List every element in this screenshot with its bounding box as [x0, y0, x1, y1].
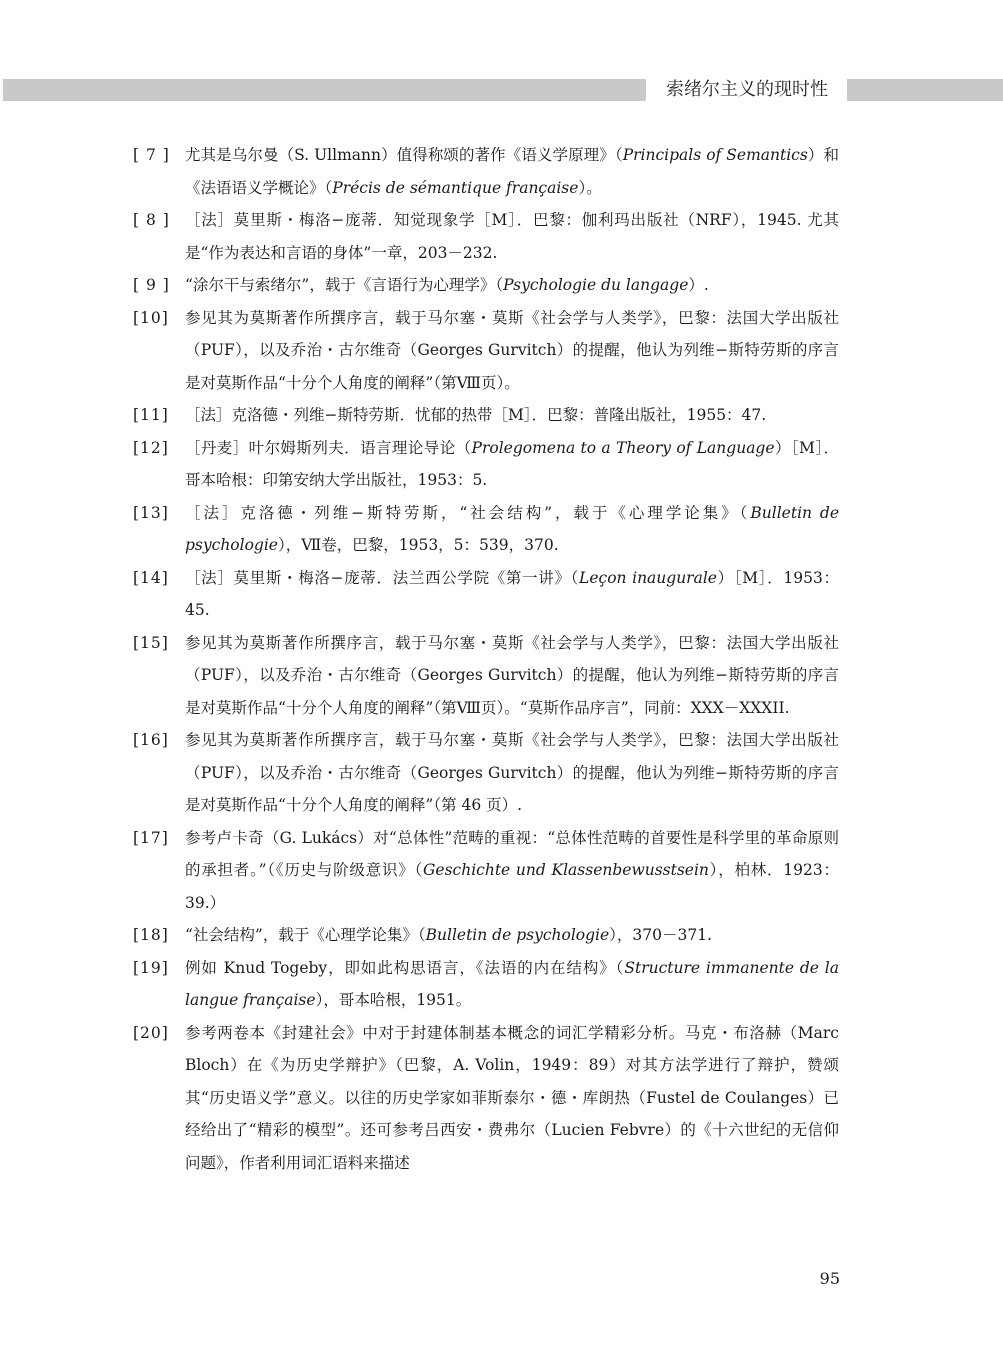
endnote-text-segment: 参见其为莫斯著作所撰序言，载于马尔塞・莫斯《社会学与人类学》，巴黎：法国大学出版社（PUF），以及乔治・古尔维奇（Georges Gurvitch）的提醒，他认为列维−斯特劳斯的序言是对莫斯作品“十分个人角度的阐释”（第 46 页）. [185, 731, 839, 814]
endnote-text-segment: 参考两卷本《封建社会》中对于封建体制基本概念的词汇学精彩分析。马克・布洛赫（Marc Bloch）在《为历史学辩护》（巴黎，A. Volin，1949：89）对其方法学进行了辩护，赞颂其“历史语义学”意义。以往的历史学家如菲斯泰尔・德・库朗热（Fustel de Coulanges）已经给出了“精彩的模型”。还可参考吕西安・费弗尔（Lucien Febvre）的《十六世纪的无信仰问题》，作者利用词汇语料来描述 [185, 1023, 839, 1172]
endnote-text [185, 139, 839, 204]
endnote-italic-title: Prolegomena to a Theory of Language [471, 438, 775, 457]
endnote-number: [13] [133, 503, 169, 522]
endnote-text-segment: 参见其为莫斯著作所撰序言，载于马尔塞・莫斯《社会学与人类学》，巴黎：法国大学出版社（PUF），以及乔治・古尔维奇（Georges Gurvitch）的提醒，他认为列维−斯特劳斯的序言是对莫斯作品“十分个人角度的阐释”（第Ⅷ页）。“莫斯作品序言”，同前：XXX－XXXII. [185, 633, 839, 717]
endnote-number: [19] [133, 958, 169, 977]
endnote-text-segment: ），370－371. [609, 926, 713, 944]
endnote-text-segment: ）［M］．1953：45. [185, 568, 839, 619]
endnote-number: [ 9 ] [133, 276, 170, 294]
endnote [133, 1017, 839, 1180]
endnote [133, 627, 839, 725]
endnote-number: [10] [133, 308, 169, 327]
endnote [133, 724, 839, 822]
endnote-text [185, 432, 839, 497]
running-header-title: 索绪尔主义的现时性 [666, 79, 828, 100]
endnote-text [185, 399, 839, 432]
endnote [133, 432, 839, 497]
endnote-number: [18] [133, 926, 169, 944]
endnote-text-segment: ），Ⅶ卷，巴黎，1953，5：539，370. [277, 536, 559, 554]
endnote-text-segment: 例如 Knud Togeby，即如此构思语言，《法语的内在结构》（ [185, 958, 625, 977]
endnote-number: [ 7 ] [133, 146, 170, 164]
endnote-text-segment: 尤其是乌尔曼（S. Ullmann）值得称颂的著作《语义学原理》（ [185, 146, 623, 164]
endnote [133, 139, 839, 204]
endnote-text [185, 204, 839, 269]
endnote-italic-title: Principals of Semantics [622, 146, 808, 164]
endnote-text [185, 269, 839, 302]
header-rule-right [847, 79, 1003, 101]
endnote-text-segment: “社会结构”，载于《心理学论集》（ [185, 926, 426, 944]
endnote-text [185, 497, 839, 562]
endnote-number: [11] [133, 406, 169, 424]
endnote-number: [20] [133, 1023, 169, 1042]
endnote [133, 919, 839, 952]
endnote-text-segment: 参考卢卡奇（G. Lukács）对“总体性”范畴的重视：“总体性范畴的首要性是科学里的革命原则的承担者。”（《历史与阶级意识》（ [185, 828, 839, 879]
endnote-italic-title: Geschichte und Klassenbewusstsein [423, 861, 709, 879]
endnote-number: [ 8 ] [133, 211, 170, 229]
endnote-number: [15] [133, 633, 169, 652]
endnote-text-segment: ）和《法语语义学概论》（ [185, 146, 839, 197]
endnote [133, 302, 839, 400]
endnote-text-segment: 参见其为莫斯著作所撰序言，载于马尔塞・莫斯《社会学与人类学》，巴黎：法国大学出版社（PUF），以及乔治・古尔维奇（Georges Gurvitch）的提醒，他认为列维−斯特劳斯的序言是对莫斯作品“十分个人角度的阐释”（第Ⅷ页）。 [185, 308, 839, 392]
endnote-text-segment: ），柏林．1923：39.） [185, 861, 839, 912]
endnote-text [185, 822, 839, 920]
endnote-text-segment: ［法］克洛德・列维−斯特劳斯．忧郁的热带［M］．巴黎：普隆出版社，1955：47. [185, 406, 767, 424]
endnote-text-segment: ）。 [578, 178, 602, 197]
endnote [133, 822, 839, 920]
endnotes-list [133, 139, 839, 1179]
endnote-number: [12] [133, 438, 169, 457]
endnote-text [185, 562, 839, 627]
endnote-italic-title: Leçon inaugurale [579, 568, 717, 587]
endnote-text-segment: ［法］克洛德・列维−斯特劳斯，“社会结构”，载于《心理学论集》（ [185, 503, 751, 522]
endnote-text-segment: ［法］莫里斯・梅洛−庞蒂．法兰西公学院《第一讲》（ [185, 568, 580, 587]
endnote-italic-title: Bulletin de psychologie [185, 503, 840, 554]
endnote [133, 204, 839, 269]
endnote-italic-title: Bulletin de psychologie [425, 926, 610, 944]
running-header [0, 79, 1003, 101]
endnote-text [185, 627, 839, 725]
endnote [133, 269, 839, 302]
endnote [133, 562, 839, 627]
endnote-number: [14] [133, 568, 169, 587]
endnote-text [185, 724, 839, 822]
endnote [133, 497, 839, 562]
endnote-text-segment: ［法］莫里斯・梅洛−庞蒂．知觉现象学［M］．巴黎：伽利玛出版社（NRF），1945. 尤其是“作为表达和言语的身体”一章，203－232. [185, 211, 839, 262]
endnote-text [185, 952, 839, 1017]
endnote-text-segment: ［丹麦］叶尔姆斯列夫．语言理论导论（ [185, 438, 472, 457]
endnote [133, 952, 839, 1017]
endnote-italic-title: Psychologie du langage [503, 276, 689, 294]
endnote [133, 399, 839, 432]
endnote-italic-title: Précis de sémantique française [332, 178, 579, 197]
endnote-italic-title: Structure immanente de la langue française [185, 958, 839, 1009]
page-number: 95 [819, 1269, 840, 1288]
endnote-text [185, 302, 839, 400]
endnote-text [185, 919, 839, 952]
endnote-text-segment: ）［M］．哥本哈根：印第安纳大学出版社，1953：5. [185, 438, 839, 489]
endnote-text-segment: ）. [688, 276, 709, 294]
endnote-text [185, 1017, 839, 1180]
endnote-number: [16] [133, 731, 169, 749]
endnote-number: [17] [133, 828, 169, 847]
endnote-text-segment: “涂尔干与索绪尔”，载于《言语行为心理学》（ [185, 276, 504, 294]
endnote-text-segment: ），哥本哈根，1951。 [315, 991, 472, 1009]
header-rule-left [3, 79, 646, 101]
